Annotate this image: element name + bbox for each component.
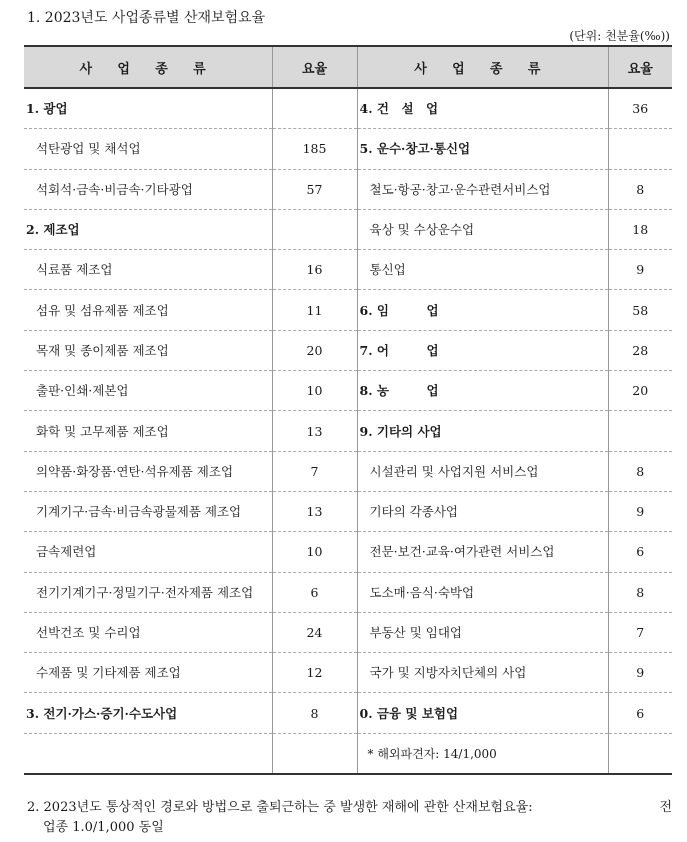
table-row	[24, 572, 672, 612]
left-business-name: 금속제련업	[24, 532, 272, 572]
left-business-name: 섬유 및 섬유제품 제조업	[24, 290, 272, 330]
footnote-line2: 업종 1.0/1,000 동일	[43, 820, 164, 835]
table-row	[24, 88, 672, 129]
right-business-name: 철도·항공·창고·운수관련서비스업	[357, 169, 608, 209]
right-business-name: 도소매·음식·숙박업	[357, 572, 608, 612]
left-business-name: 식료품 제조업	[24, 250, 272, 290]
right-rate: 6	[608, 693, 672, 733]
right-business-name: 4. 건 설 업	[357, 88, 608, 129]
right-business-name: 0. 금융 및 보험업	[357, 693, 608, 733]
left-business-name: 석회석·금속·비금속·기타광업	[24, 169, 272, 209]
left-business-name: 기계기구·금속·비금속광물제품 제조업	[24, 491, 272, 531]
left-rate: 20	[272, 330, 357, 370]
header-business-type-left: 사 업 종 류	[24, 46, 272, 88]
table-body	[24, 88, 672, 774]
left-business-name: 2. 제조업	[24, 209, 272, 249]
empty-cell	[272, 733, 357, 774]
left-business-name: 화학 및 고무제품 제조업	[24, 411, 272, 451]
left-business-name: 선박건조 및 수리업	[24, 612, 272, 652]
header-business-type-right: 사 업 종 류	[357, 46, 608, 88]
right-business-name: 6. 임 업	[357, 290, 608, 330]
right-business-name: 부동산 및 임대업	[357, 612, 608, 652]
table-row	[24, 209, 672, 249]
left-rate: 12	[272, 653, 357, 693]
right-business-name: 5. 운수·창고·통신업	[357, 129, 608, 169]
right-rate	[608, 129, 672, 169]
right-rate: 18	[608, 209, 672, 249]
unit-label: (단위: 천분율(‰))	[569, 29, 670, 43]
left-business-name: 석탄광업 및 채석업	[24, 129, 272, 169]
left-rate: 6	[272, 572, 357, 612]
left-business-name: 전기기계기구·정밀기구·전자제품 제조업	[24, 572, 272, 612]
left-rate: 10	[272, 532, 357, 572]
left-rate: 24	[272, 612, 357, 652]
footnote-tail: 전	[659, 800, 672, 815]
left-business-name: 1. 광업	[24, 88, 272, 129]
right-business-name: 통신업	[357, 250, 608, 290]
table-row	[24, 532, 672, 572]
commute-footnote	[27, 798, 672, 838]
right-business-name: 9. 기타의 사업	[357, 411, 608, 451]
left-rate: 7	[272, 451, 357, 491]
table-row	[24, 451, 672, 491]
table-row	[24, 653, 672, 693]
page-title: 1. 2023년도 사업종류별 산재보험요율	[27, 10, 266, 26]
left-business-name: 수제품 및 기타제품 제조업	[24, 653, 272, 693]
right-rate	[608, 411, 672, 451]
left-rate	[272, 88, 357, 129]
table-row	[24, 733, 672, 774]
left-rate: 13	[272, 411, 357, 451]
right-business-name: 국가 및 지방자치단체의 사업	[357, 653, 608, 693]
left-business-name: 출판·인쇄·제본업	[24, 371, 272, 411]
left-rate: 185	[272, 129, 357, 169]
right-business-name: 7. 어 업	[357, 330, 608, 370]
table-row	[24, 290, 672, 330]
right-business-name: 기타의 각종사업	[357, 491, 608, 531]
insurance-rate-table	[24, 45, 672, 775]
table-row	[24, 693, 672, 733]
table-header-row	[24, 46, 672, 88]
right-business-name: 전문·보건·교육·여가관련 서비스업	[357, 532, 608, 572]
table-row	[24, 371, 672, 411]
right-rate: 6	[608, 532, 672, 572]
overseas-note: * 해외파견자: 14/1,000	[357, 733, 608, 774]
left-rate: 11	[272, 290, 357, 330]
header-rate-right: 요율	[608, 46, 672, 88]
right-rate: 8	[608, 572, 672, 612]
left-rate	[272, 209, 357, 249]
right-rate: 58	[608, 290, 672, 330]
right-rate: 7	[608, 612, 672, 652]
header-rate-left: 요율	[272, 46, 357, 88]
right-rate: 9	[608, 491, 672, 531]
table-row	[24, 169, 672, 209]
footnote-text: 2. 2023년도 통상적인 경로와 방법으로 출퇴근하는 중 발생한 재해에 관한 산재보험요율:	[27, 800, 533, 815]
right-rate: 28	[608, 330, 672, 370]
right-rate: 8	[608, 451, 672, 491]
right-business-name: 8. 농 업	[357, 371, 608, 411]
table-row	[24, 411, 672, 451]
table-row	[24, 612, 672, 652]
left-business-name: 3. 전기·가스·증기·수도사업	[24, 693, 272, 733]
right-rate: 20	[608, 371, 672, 411]
right-business-name: 시설관리 및 사업지원 서비스업	[357, 451, 608, 491]
left-business-name: 의약품·화장품·연탄·석유제품 제조업	[24, 451, 272, 491]
left-rate: 16	[272, 250, 357, 290]
left-rate: 13	[272, 491, 357, 531]
left-rate: 10	[272, 371, 357, 411]
empty-cell	[608, 733, 672, 774]
right-rate: 8	[608, 169, 672, 209]
left-rate: 8	[272, 693, 357, 733]
empty-cell	[24, 733, 272, 774]
left-business-name: 목재 및 종이제품 제조업	[24, 330, 272, 370]
table-row	[24, 491, 672, 531]
right-rate: 9	[608, 250, 672, 290]
table-row	[24, 330, 672, 370]
right-rate: 9	[608, 653, 672, 693]
left-rate: 57	[272, 169, 357, 209]
right-rate: 36	[608, 88, 672, 129]
table-row	[24, 129, 672, 169]
table-row	[24, 250, 672, 290]
right-business-name: 육상 및 수상운수업	[357, 209, 608, 249]
